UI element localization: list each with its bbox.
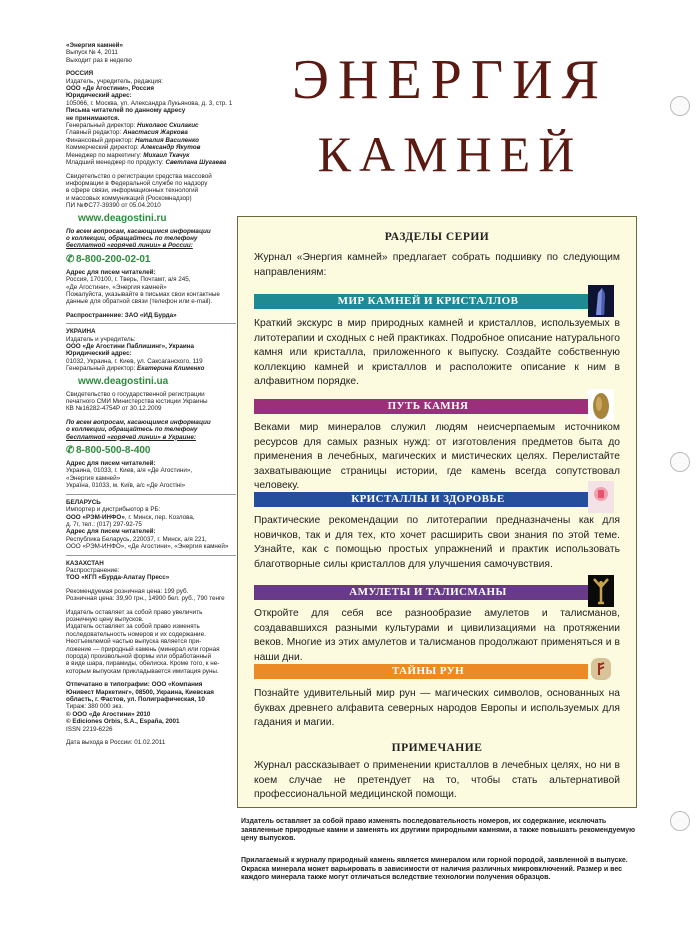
section-bar-world: МИР КАМНЕЙ И КРИСТАЛЛОВ <box>254 294 602 309</box>
section-text-path: Веками мир минералов служил людям неисчерпаемым источником ресурсов для самых разных нужд: от изготовления предметов быта до применения в лечебных, магических и мистических целях. Перелистайте захватывающие страницы истории, где камень всегда сопутствовал человеку. <box>254 422 620 492</box>
copyright: © ООО «Де Агостини» 2010 <box>66 710 151 718</box>
rights-line: которым выпускам прикладывается имитация руны. <box>66 667 219 675</box>
staff-name: Светлана Шугаева <box>165 159 227 167</box>
registration-line: Свидетельство о государственной регистрации <box>66 390 205 398</box>
hotline-note: По всем вопросам, касающимся информации <box>66 418 211 426</box>
hotline-note: о коллекции, обращайтесь по телефону <box>66 426 198 434</box>
hotline-note: бесплатной «горячей линии» в России: <box>66 242 193 250</box>
registration-line: в сфере связи, информационных технологий <box>66 187 199 195</box>
panel-heading: РАЗДЕЛЫ СЕРИИ <box>384 231 490 243</box>
publisher: ООО «Де Агостини», Россия <box>66 85 155 93</box>
price-line: Розничная цена: 39,90 грн., 14900 бел. руб., 790 тенге <box>66 595 225 603</box>
letters-note: не принимаются. <box>66 114 120 122</box>
panel-intro: Журнал «Энергия камней» предлагает собрать подшивку по следующим направлениям: <box>254 252 620 278</box>
staff-name: Александр Якутов <box>140 144 201 152</box>
stone-tool-image <box>588 389 614 421</box>
hotline-phone-ua[interactable] <box>66 444 236 457</box>
section-bar-runes: ТАЙНЫ РУН <box>254 664 602 679</box>
printing-line: Юнивест Маркетинг», 08500, Украина, Киевская <box>66 688 214 696</box>
rights-line: последовательность номеров и их содержание. <box>66 630 206 638</box>
address-line: «Де Агостини», «Энергия камней» <box>66 283 167 291</box>
label: Адрес для писем читателей: <box>66 268 156 276</box>
distributor: ТОО «КГП «Бурда-Алатау Пресс» <box>66 574 170 582</box>
crystal-image <box>588 285 614 317</box>
circulation: Тираж: 380 000 экз. <box>66 703 123 711</box>
divider <box>66 494 236 495</box>
address-line: Пожалуйста, указывайте в письмах свои контактные <box>66 290 220 298</box>
binder-hole <box>670 96 690 116</box>
registration-line: КВ №16282-4754Р от 30.12.2009 <box>66 405 162 413</box>
staff-role: Младший менеджер по продукту: <box>66 159 164 167</box>
staff-name: Наталия Василенко <box>134 136 199 144</box>
copyright: © Ediciones Orbis, S.A., España, 2001 <box>66 718 180 726</box>
registration-line: информации в Федеральной службе по надзору <box>66 179 208 187</box>
divider <box>66 555 236 556</box>
staff-name: Анастасия Жаркова <box>123 129 188 137</box>
staff-role: Коммерческий директор: <box>66 144 139 152</box>
rights-line: Издатель оставляет за собой право увеличить <box>66 608 203 616</box>
footnote-rights: Издатель оставляет за собой право изменять последовательность номеров, их содержание, исключать заявленные природные камни и заменять их другими природными камнями, а также повышать рекомендуемую цену выпусков. <box>241 818 636 843</box>
address-line: данные для обратной связи (телефон или e-mail). <box>66 298 213 306</box>
website-link-ru[interactable]: www.deagostini.ru <box>78 212 167 224</box>
legal-address: 01032, Украина, г. Киев, ул. Саксаганского, 119 <box>66 357 203 365</box>
rune-stone-image <box>588 653 614 685</box>
section-bar-health: КРИСТАЛЛЫ И ЗДОРОВЬЕ <box>254 492 602 507</box>
healing-hands-image <box>588 481 614 513</box>
frequency: Выходит раз в неделю <box>66 56 132 64</box>
rights-line: порода) произвольной формы или обработанный <box>66 653 212 660</box>
phone-number: 8-800-200-02-01 <box>76 253 151 265</box>
printing-line: Отпечатано в типографии: ООО «Компания <box>66 681 203 689</box>
ukraine-heading: УКРАИНА <box>66 328 96 336</box>
website-link-ua[interactable]: www.deagostini.ua <box>78 375 169 387</box>
magazine-name: «Энергия камней» <box>66 42 124 49</box>
staff-name: Екатерина Клименко <box>137 365 205 373</box>
section-text-runes: Познайте удивительный мир рун — магических символов, основанных на буквах древнего алфавита северных народов Европы и используемых для гадания и магии. <box>254 688 620 729</box>
amulet-figure-image <box>588 575 614 607</box>
section-bar-path: ПУТЬ КАМНЯ <box>254 399 602 414</box>
divider <box>66 323 236 324</box>
printing-line: область, г. Фастов, ул. Полиграфическая, 10 <box>66 696 205 704</box>
staff-role: Менеджер по маркетингу: <box>66 151 142 159</box>
importer: ООО «РЭМ-ИНФО» <box>66 513 125 521</box>
registration-line: и массовых коммуникаций (Роскомнадзор) <box>66 194 192 202</box>
label: Издатель, учредитель, редакция: <box>66 77 163 85</box>
staff-role: Главный редактор: <box>66 129 122 137</box>
publisher: ООО «Де Агостини Паблишинг», Украина <box>66 343 195 350</box>
section-bar-amulets: АМУЛЕТЫ И ТАЛИСМАНЫ <box>254 585 602 600</box>
phone-icon: ✆ <box>66 445 75 457</box>
imprint-column <box>66 42 236 746</box>
issn: ISSN 2219-6226 <box>66 725 113 733</box>
release-date: Дата выхода в России: 01.02.2011 <box>66 739 166 747</box>
address-line: Россия, 170100, г. Тверь, Почтамт, а/я 245, <box>66 276 191 284</box>
label: Юридический адрес: <box>66 92 132 100</box>
footnote-mineral: Прилагаемый к журналу природный камень является минералом или горной породой, заявленной в выпуске. Окраска минерала может варьировать в зависимости от наличия различных микровключений. Размер и вес каждого минерала также могут отличаться вследствие технологии получения образцов. <box>241 857 628 882</box>
note-text: Журнал рассказывает о применении кристаллов в лечебных целях, но ни в коем случае не претендует на то, чтобы стать альтернативой профессиональной медицинской помощи. <box>254 760 620 801</box>
address-line: , г. Минск, пер. Козлова, <box>124 513 195 521</box>
label: Юридический адрес: <box>66 350 132 358</box>
staff-role: Генеральный директор: <box>66 122 136 130</box>
rights-line: Издатель оставляет за собой право изменять <box>66 623 200 631</box>
phone-number: 8-800-500-8-400 <box>76 445 151 457</box>
address-line: д. 7г, тел.: (017) 297-92-75 <box>66 520 142 528</box>
staff-role: Финансовый директор: <box>66 136 134 144</box>
phone-icon: ✆ <box>66 253 75 265</box>
label: Импортер и дистрибьютор в РБ: <box>66 506 161 514</box>
rights-line: розничную цену выпусков. <box>66 615 144 623</box>
staff-name: Михаил Ткачук <box>143 151 190 159</box>
label: Распространение: <box>66 566 120 574</box>
address-line: «Энергия камней» <box>66 474 121 482</box>
label: Адрес для писем читателей: <box>66 528 156 536</box>
label: Адрес для писем читателей: <box>66 460 156 468</box>
section-text-world: Краткий экскурс в мир природных камней и кристаллов, используемых в литотерапии и сходных с ней практиках. Подробное описание натурального камня или кристалла, приложенного к выпуску. Создайте собственную коллекцию камней и кристаллов и расположите описание к ним в алфавитном порядке. <box>254 318 620 388</box>
hotline-note: бесплатной «горячей линии» в Украине: <box>66 433 196 441</box>
label: Издатель и учредитель: <box>66 335 136 343</box>
rights-line: ложение — природный камень (минерал или горная <box>66 645 220 653</box>
staff-name: Николаос Скилакис <box>137 122 199 130</box>
hotline-phone-ru[interactable] <box>66 253 236 266</box>
title-line-2: КАМНЕЙ <box>317 126 583 182</box>
russia-heading: РОССИЯ <box>66 70 94 78</box>
title-line-1: ЭНЕРГИЯ <box>292 49 608 111</box>
price-line: Рекомендуемая розничная цена: 199 руб. <box>66 587 189 595</box>
binder-hole <box>670 811 690 831</box>
note-heading: ПРИМЕЧАНИЕ <box>391 742 483 754</box>
address-line: Україна, 01033, м. Київ, а/с «Де Агостіні» <box>66 482 186 490</box>
legal-address: 105066, г. Москва, ул. Александра Лукьянова, д. 3, стр. 1 <box>66 99 233 107</box>
binder-hole <box>670 452 690 472</box>
hotline-note: о коллекции, обращайтесь по телефону <box>66 234 198 242</box>
address-line: Украина, 01033, г. Киев, а/я «Де Агостини», <box>66 467 193 475</box>
distribution: Распространение: ЗАО «ИД Бурда» <box>66 311 177 319</box>
hotline-note: По всем вопросам, касающимся информации <box>66 227 211 235</box>
address-line: ООО «РЭМ-ИНФО», «Де Агостини», «Энергия камней» <box>66 543 229 551</box>
series-sections-panel <box>237 216 637 808</box>
rights-line: в виде шара, пирамиды, обелиска. Кроме того, к не- <box>66 660 220 668</box>
registration-line: Свидетельство о регистрации средства массовой <box>66 172 212 180</box>
staff-role: Генеральный директор: <box>66 365 136 373</box>
section-text-health: Практические рекомендации по литотерапии предназначены как для новичков, так и для тех, кто хочет расширить свои знания по этой теме. Узнайте, как с помощью простых упражнений и практик использовать благотворные силы кристаллов для улучшения самочувствия. <box>254 515 620 570</box>
registration-line: печатного СМИ Министерства юстиции Украины <box>66 398 208 406</box>
registration-line: ПИ №ФС77-39390 от 05.04.2010 <box>66 202 161 210</box>
issue-number: Выпуск № 4, 2011 <box>66 49 118 57</box>
letters-note: Письма читателей по данному адресу <box>66 107 186 115</box>
kazakhstan-heading: КАЗАХСТАН <box>66 559 104 567</box>
staff-list <box>66 122 236 166</box>
section-text-amulets: Откройте для себя все разнообразие амулетов и талисманов, создававшихся разными культурами и цивилизациями на протяжении веков. Многие из этих амулетов и талисманов продолжают применяться и в наши дни. <box>254 608 620 663</box>
address-line: Республика Беларусь, 220037, г. Минск, а/я 221, <box>66 535 207 543</box>
belarus-heading: БЕЛАРУСЬ <box>66 498 101 506</box>
rights-line: Неотъемлемой частью выпуска является при- <box>66 638 202 646</box>
